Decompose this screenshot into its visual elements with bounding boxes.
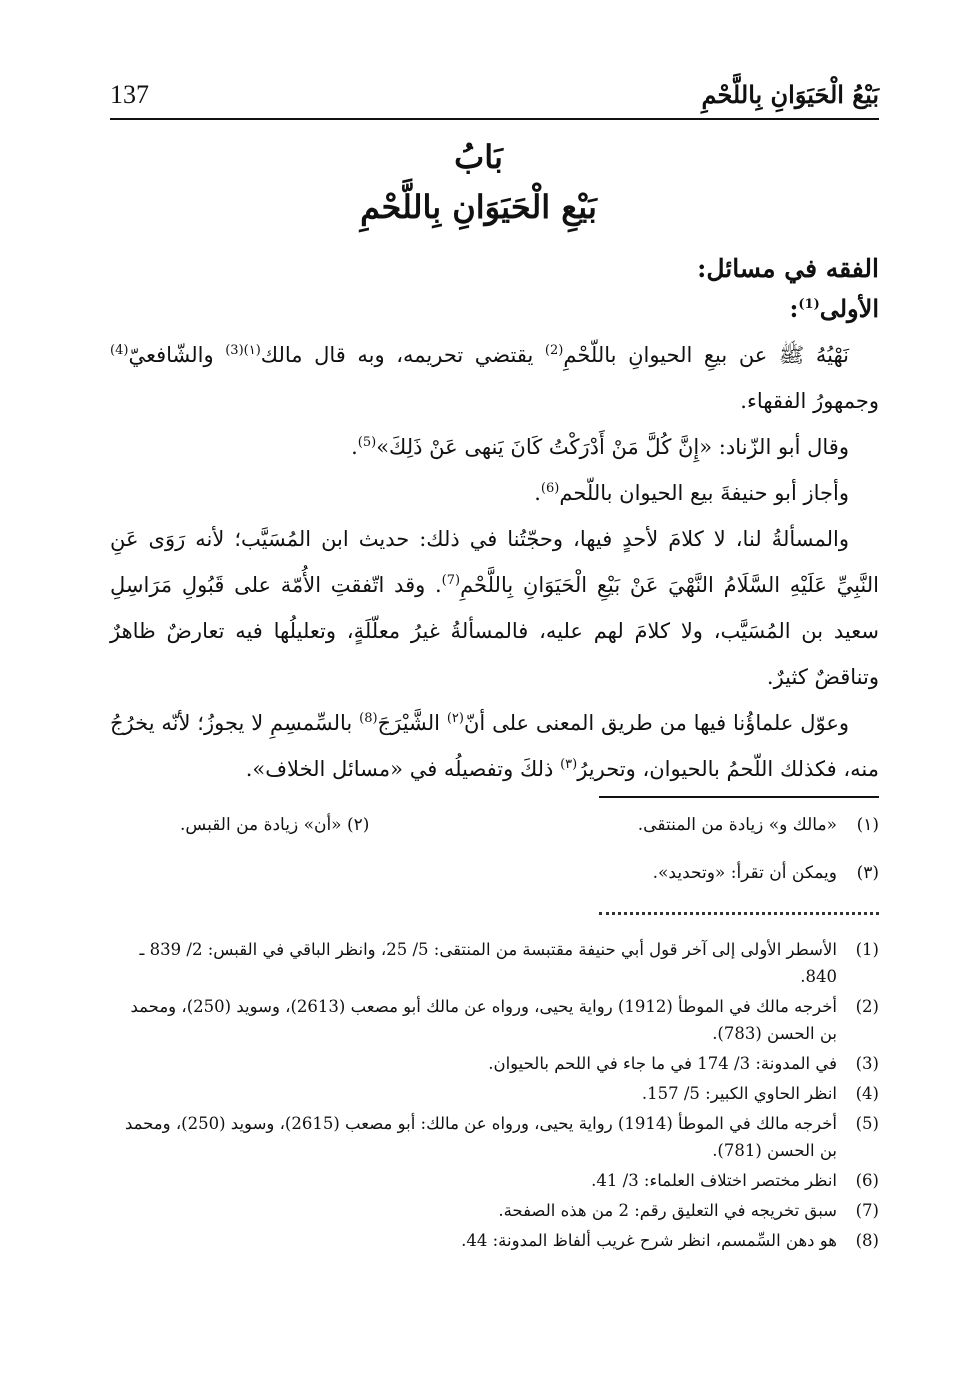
- footnote-5: [110, 1110, 879, 1164]
- footnote-text: أخرجه مالك في الموطأ (1912) رواية يحيى، ورواه عن مالك أبو مصعب (2613)، وسويد (250)، ومحمد بن الحسن (783).: [130, 997, 837, 1043]
- variant-note-3: [110, 856, 879, 890]
- chapter-title: بَيْعِ الْحَيَوَانِ بِاللَّحْمِ: [360, 188, 597, 226]
- running-title: بَيْعُ الْحَيَوَانِ بِاللَّحْمِ: [701, 80, 879, 109]
- footnote-text: انظر الحاوي الكبير: 5/ 157.: [641, 1084, 837, 1103]
- paragraph-2: [110, 424, 879, 470]
- chapter-label: بَابُ: [454, 138, 503, 176]
- running-head: [110, 72, 879, 120]
- footnote-number: (8): [855, 1231, 879, 1250]
- footnote-ref: (1): [798, 297, 820, 312]
- footnote-text: هو دهن السِّمسم، انظر شرح غريب ألفاظ المدونة: 44.: [461, 1231, 837, 1250]
- variant-note-text: ويمكن أن تقرأ: «وتحديد».: [652, 863, 837, 883]
- text-run: .: [534, 481, 541, 505]
- variant-notes: [110, 808, 879, 904]
- footnote-ref: (7): [441, 573, 461, 588]
- footnote-ref: (2): [544, 343, 564, 358]
- variant-note-number: (٣): [856, 863, 879, 883]
- subsection-title-text: الأولى: [819, 294, 879, 323]
- text-run: . وقد اتّفقتِ الأُمّة على قَبُولِ مَرَاسِلِ سعيد بن المُسَيَّب، ولا كلامَ لهم عليه، فالمسألةُ غيرُ معلّلَةٍ، وتعليلُها فيه تعارضٌ ظاهرٌ وتناقضٌ كثيرٌ.: [110, 573, 879, 689]
- variant-note-2: (٢) «أن» زيادة من القبس.: [180, 815, 370, 835]
- footnote-number: (6): [855, 1171, 879, 1190]
- text-run: ذلكَ وتفصيلُه في «مسائل الخلاف».: [245, 757, 561, 781]
- footnote-ref: (١)(3): [225, 343, 261, 358]
- page-number: 137: [110, 80, 149, 109]
- footnote-text: أخرجه مالك في الموطأ (1914) رواية يحيى، ورواه عن مالك: أبو مصعب (2615)، وسويد (250)، ومحمد بن الحسن (781).: [124, 1114, 837, 1160]
- footnote-1: [110, 936, 879, 990]
- text-run: .: [351, 435, 358, 459]
- text-run: والمسألةُ لنا، لا كلامَ لأحدٍ فيها، وحجّتُنا في ذلك: حديث ابن المُسَيَّب؛ لأنه رَوَى عَنِ النَّبِيِّ عَلَيْهِ السَّلَامُ النَّهْيَ عَنْ بَيْعِ الْحَيَوَانِ بِاللَّحْمِ: [110, 527, 880, 597]
- footnote-3: [110, 1050, 879, 1077]
- paragraph-1: [110, 332, 879, 424]
- footnotes-dotted-rule: [599, 912, 879, 919]
- text-run: والشّافعيّ: [128, 343, 226, 367]
- text-run: وأجاز أبو حنيفةَ بيع الحيوان باللّحم: [559, 481, 849, 505]
- chapter-heading: [0, 132, 957, 232]
- footnote-text: سبق تخريجه في التعليق رقم: 2 من هذه الصفحة.: [498, 1201, 837, 1220]
- variant-note-text: «مالك و» زيادة من المنتقى.: [637, 815, 837, 835]
- footnote-ref: (6): [540, 481, 560, 496]
- footnote-4: [110, 1080, 879, 1107]
- footnote-7: [110, 1197, 879, 1224]
- footnote-ref: (8): [359, 711, 378, 726]
- text-run: نَهْيُهُ ﷺ عن بيعِ الحيوانِ باللّحْمِ: [563, 343, 849, 367]
- footnote-ref: (٣): [560, 757, 578, 772]
- text-run: يقتضي تحريمه، وبه قال مالك: [260, 343, 545, 367]
- main-text: [110, 248, 879, 792]
- text-run: وعوّل علماؤُنا فيها من طريق المعنى على أنّ: [463, 711, 849, 735]
- text-run: بالسِّمسِمِ لا يجوزُ؛ لأنّه يخرُجُ منه، فكذلك اللّحمُ بالحيوان، وتحريرُ: [110, 711, 879, 781]
- footnote-number: (7): [855, 1201, 879, 1220]
- footnote-ref: (4): [110, 343, 129, 358]
- footnote-text: الأسطر الأولى إلى آخر قول أبي حنيفة مقتبسة من المنتقى: 5/ 25، وانظر الباقي في القبس: 2/ 839 ـ 840.: [139, 940, 837, 986]
- footnote-text: انظر مختصر اختلاف العلماء: 3/ 41.: [591, 1171, 837, 1190]
- variant-note-1: [110, 808, 879, 842]
- subsection-colon: :: [789, 294, 799, 323]
- footnote-number: (1): [855, 940, 879, 959]
- subsection-title: [110, 290, 879, 328]
- footnote-6: [110, 1167, 879, 1194]
- footnote-2: [110, 993, 879, 1047]
- footnote-ref: (5): [357, 435, 377, 450]
- footnote-ref: (٢): [446, 711, 464, 726]
- footnote-number: (4): [855, 1084, 879, 1103]
- footnote-text: في المدونة: 3/ 174 في ما جاء في اللحم بالحيوان.: [488, 1054, 837, 1073]
- text-run: وقال أبو الزّناد: «إِنَّ كُلَّ مَنْ أَدْرَكْتُ كَانَ يَنهى عَنْ ذَلِكَ»: [376, 435, 849, 459]
- footnote-number: (5): [855, 1114, 879, 1133]
- text-run: الشَّيْرَجَ: [377, 711, 447, 735]
- footnotes: [110, 936, 879, 1257]
- variant-note-number: (١): [856, 815, 879, 835]
- section-title: الفقه في مسائل:: [697, 254, 879, 283]
- paragraph-4: [110, 516, 879, 700]
- footnote-8: [110, 1227, 879, 1254]
- footnote-number: (3): [855, 1054, 879, 1073]
- text-run: وجمهورُ الفقهاء.: [740, 389, 879, 413]
- paragraph-5: [110, 700, 879, 792]
- variant-notes-rule: [599, 796, 879, 798]
- paragraph-3: [110, 470, 879, 516]
- footnote-number: (2): [855, 997, 879, 1016]
